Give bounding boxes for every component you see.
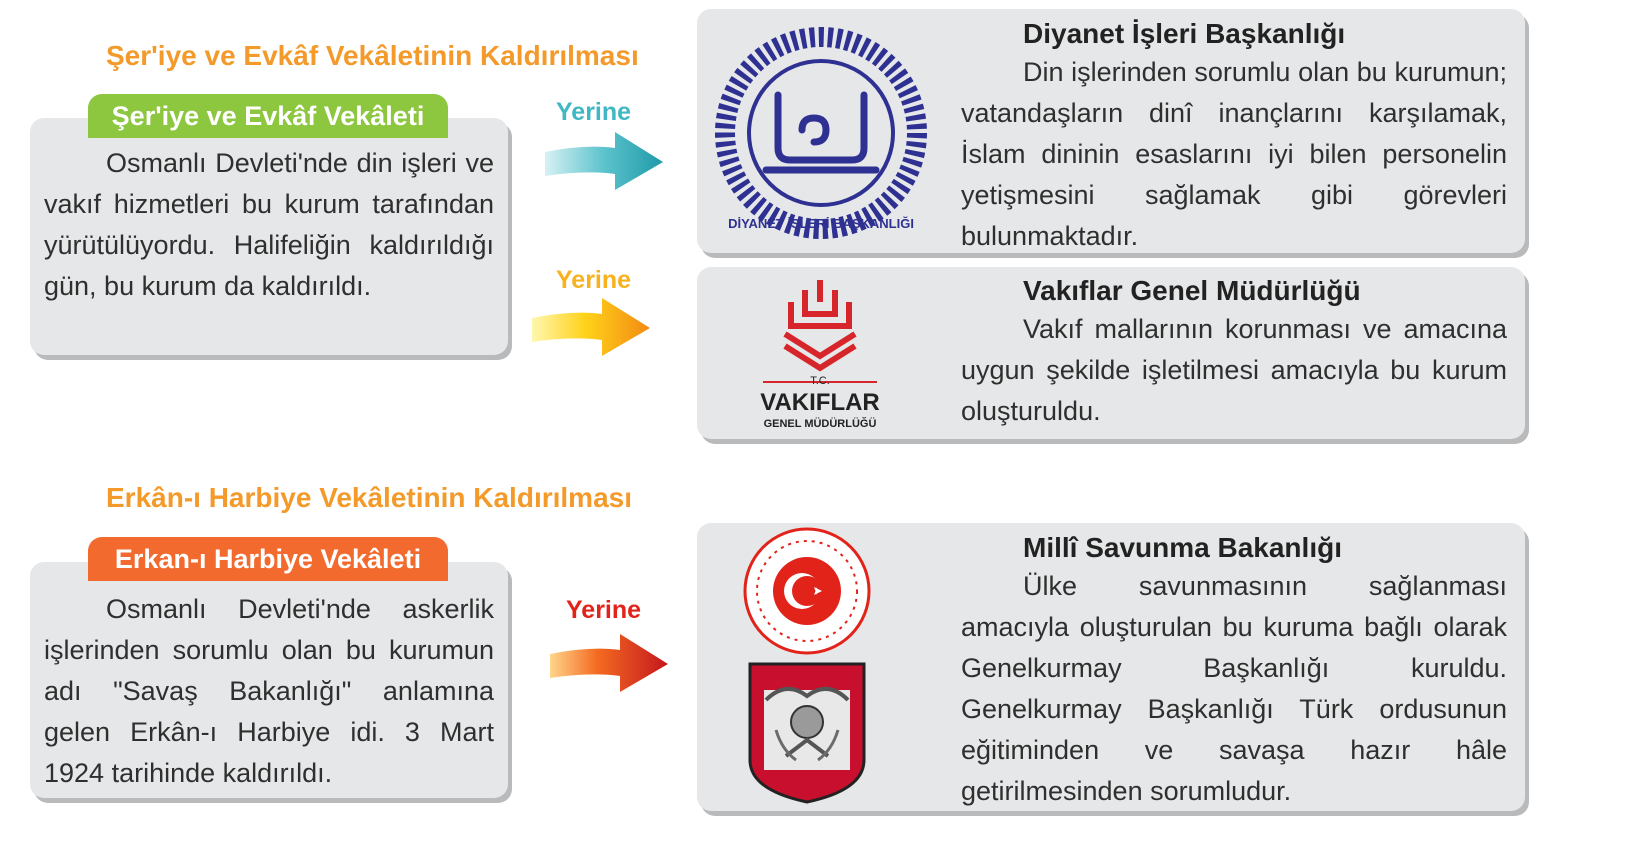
diyanet-text: Din işlerinden sorumlu olan bu kurumun; vatandaşların dinî inançlarını karşılamak, İslam dininin esaslarını iyi bilen personelin yetişmesini sağlamak gibi görevleri bulunmaktadır. bbox=[961, 57, 1507, 251]
vakiflar-text: Vakıf mallarının korunması ve amacına uygun şekilde işletilmesi amacıyla bu kurum oluşturuldu. bbox=[961, 314, 1507, 426]
msb-seal-icon bbox=[740, 524, 874, 658]
arrow1-label: Yerine bbox=[556, 98, 632, 126]
red-arrow-icon bbox=[550, 632, 670, 694]
section2-tag: Erkan-ı Harbiye Vekâleti bbox=[88, 537, 448, 581]
tsk-shield-icon bbox=[746, 660, 868, 806]
section1-title: Şer'iye ve Evkâf Vekâletinin Kaldırılması bbox=[106, 40, 639, 71]
vakiflar-logo-icon bbox=[755, 272, 885, 434]
section1-text: Osmanlı Devleti'nde din işleri ve vakıf hizmetleri bu kurum tarafından yürütülüyordu. Halifeliğin kaldırıldığı gün, bu kurum da kaldırıldı. bbox=[44, 148, 494, 301]
section1-box bbox=[30, 118, 508, 355]
section2-box bbox=[30, 562, 508, 798]
teal-arrow-icon bbox=[545, 130, 665, 192]
msb-text: Ülke savunmasının sağlanması amacıyla oluşturulan bu kuruma bağlı olarak Genelkurmay Başkanlığı kuruldu. Genelkurmay Başkanlığı Türk ordusunun eğitiminden ve savaşa hazır hâle getirilmesinden sorumludur. bbox=[961, 571, 1507, 806]
diyanet-logo-text: DİYANET İŞLERİ BAŞKANLIĞI bbox=[728, 216, 914, 231]
vakiflar-logo-main: VAKIFLAR bbox=[760, 389, 880, 416]
section2-text: Osmanlı Devleti'nde askerlik işlerinden sorumlu olan bu kurumun adı "Savaş Bakanlığı" anlamına gelen Erkân-ı Harbiye idi. 3 Mart 1924 tarihinde kaldırıldı. bbox=[44, 594, 494, 788]
yellow-arrow-icon bbox=[532, 296, 652, 358]
diyanet-title: Diyanet İşleri Başkanlığı bbox=[1023, 18, 1346, 49]
vakiflar-logo-sub: GENEL MÜDÜRLÜĞÜ bbox=[763, 418, 877, 430]
section2-title: Erkân-ı Harbiye Vekâletinin Kaldırılması bbox=[106, 482, 632, 513]
arrow2-label: Yerine bbox=[556, 266, 632, 294]
diyanet-logo-icon bbox=[708, 20, 934, 246]
vakiflar-logo-tc: T.C. bbox=[810, 375, 830, 387]
section1-tag: Şer'iye ve Evkâf Vekâleti bbox=[88, 94, 448, 138]
arrow3-label: Yerine bbox=[566, 596, 642, 624]
vakiflar-title: Vakıflar Genel Müdürlüğü bbox=[1023, 275, 1361, 306]
msb-title: Millî Savunma Bakanlığı bbox=[1023, 532, 1342, 563]
